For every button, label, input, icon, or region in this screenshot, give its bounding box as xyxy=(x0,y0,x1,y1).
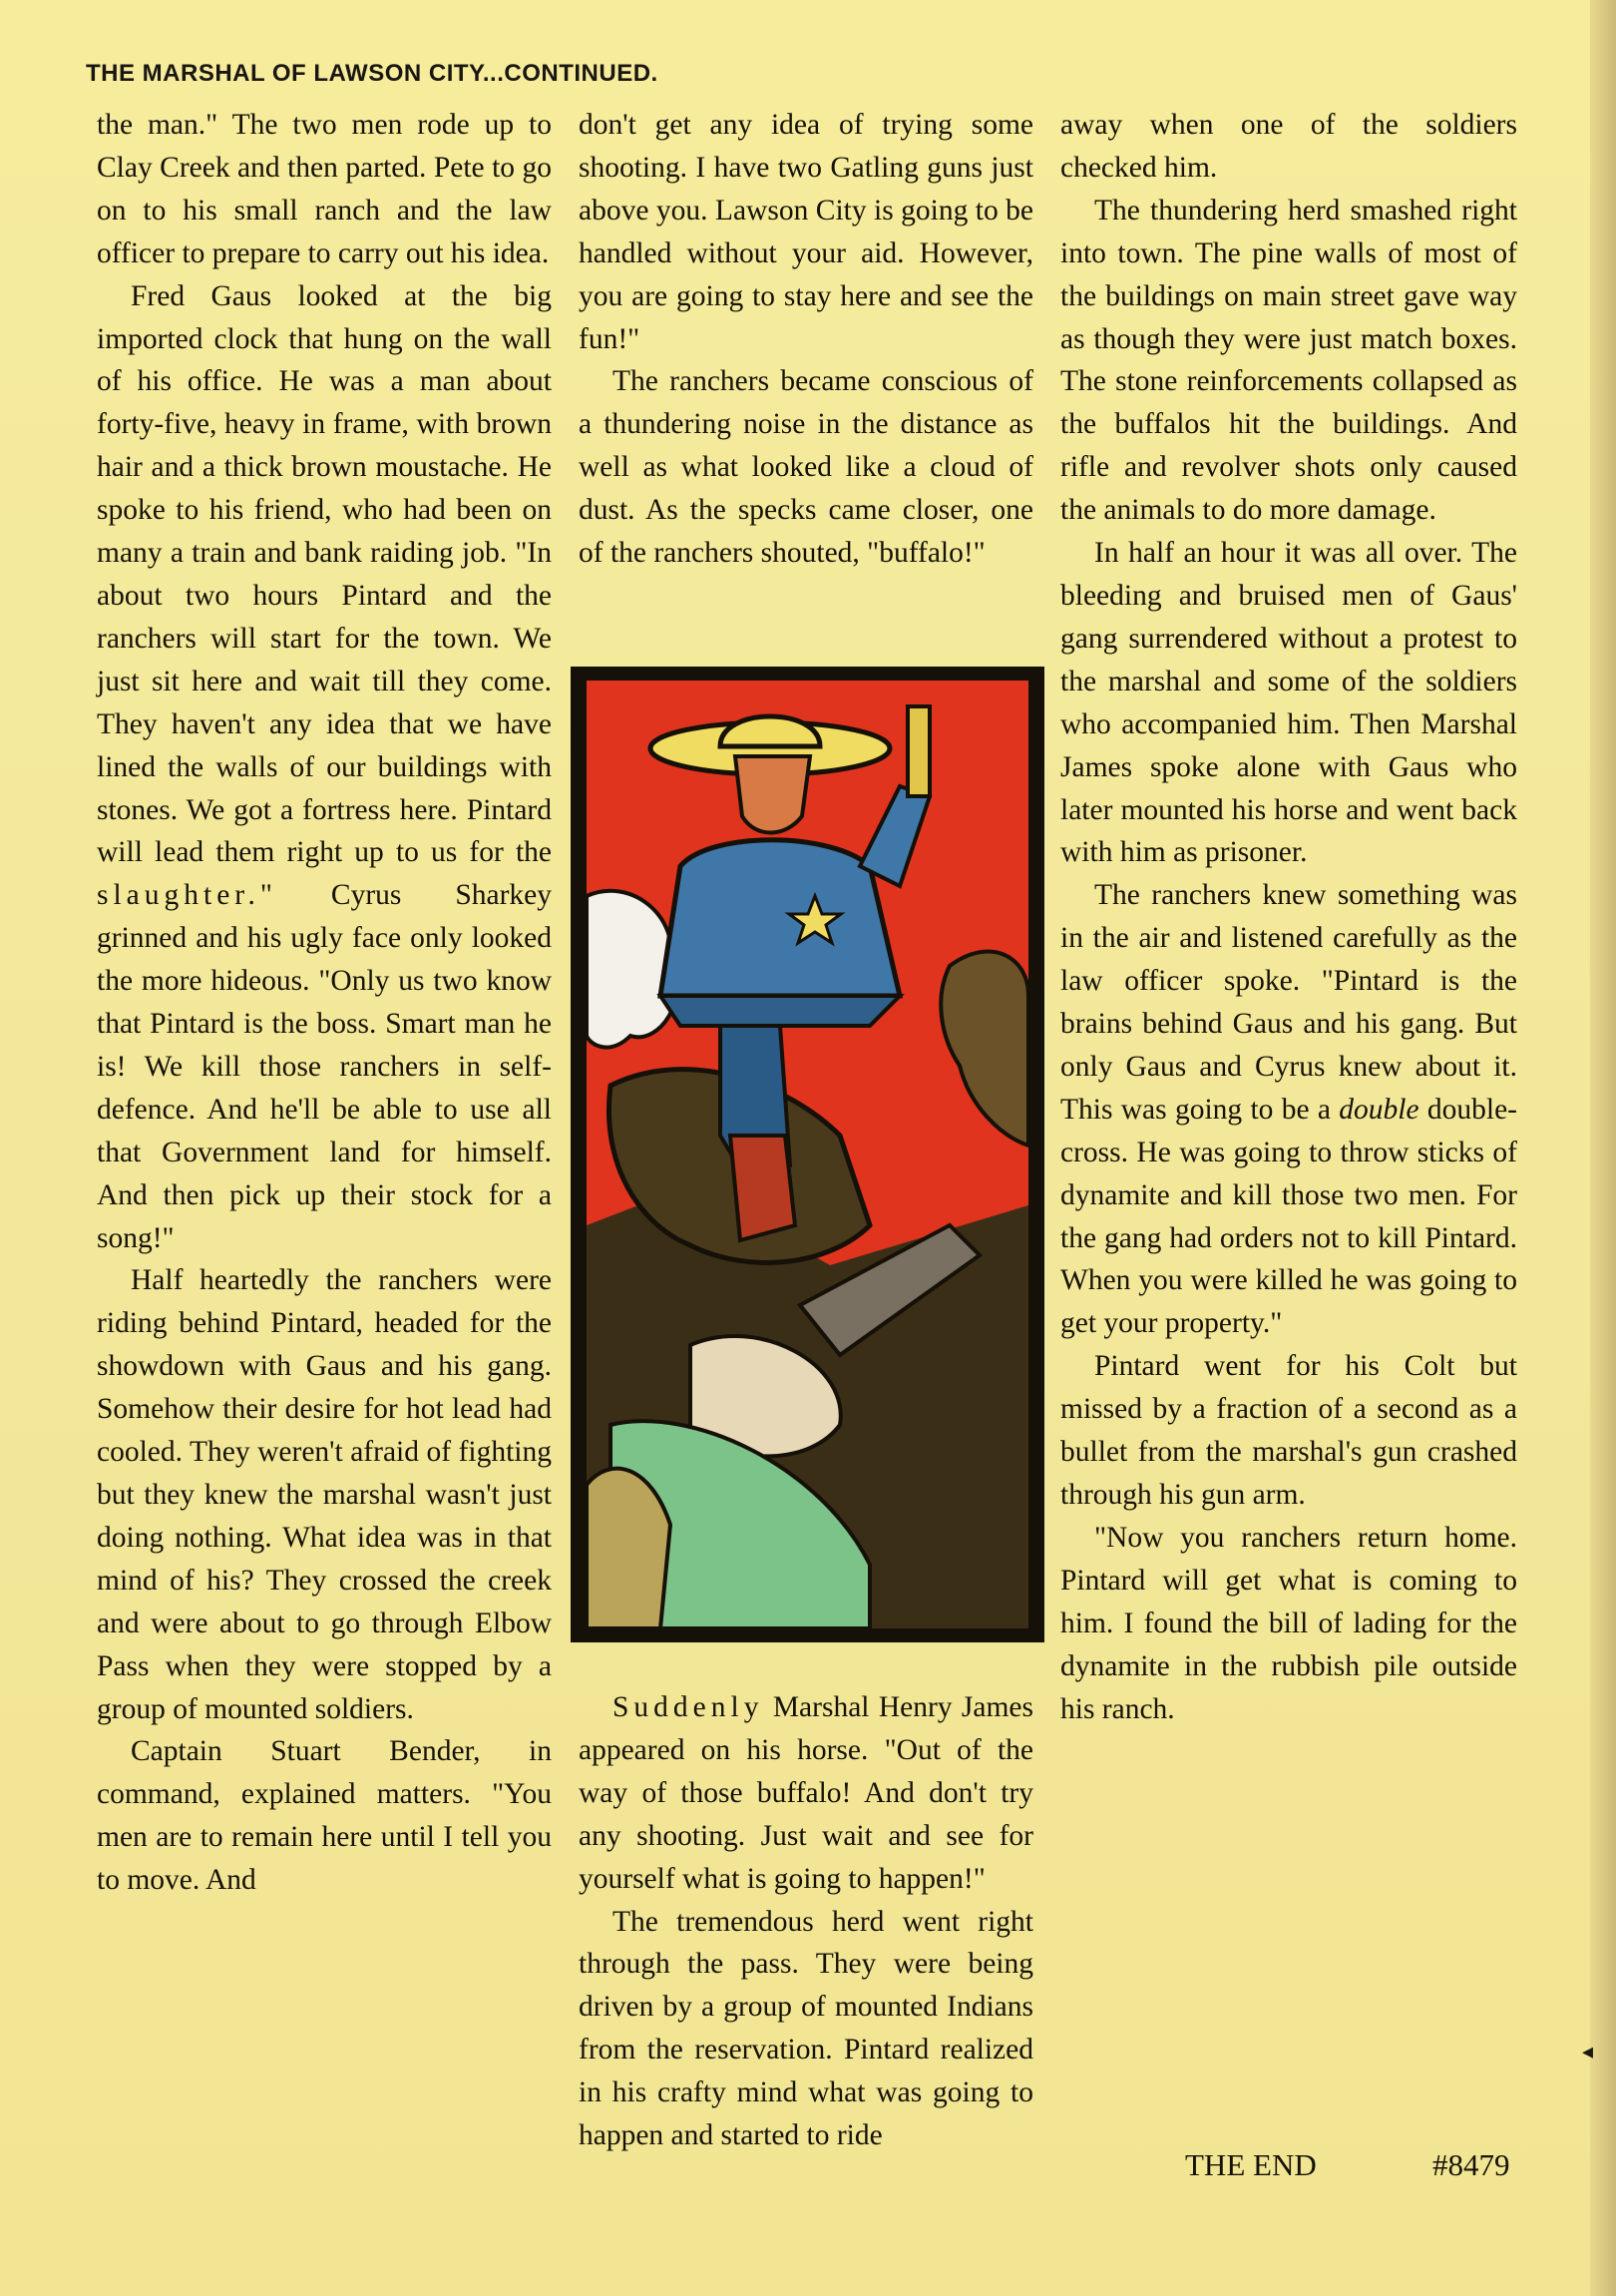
text-run: Marshal Henry James appeared on his horse. "Out of the way of those buffalo! And don't try any shooting. Just wait and see for yourself what is going to happen!" xyxy=(579,1691,1034,1895)
spaced-word: slaughter." xyxy=(97,879,277,912)
end-label: THE END xyxy=(1185,2147,1317,2182)
paragraph: the man." The two men rode up to Clay Creek and then parted. Pete to go on to his small ranch and the law officer to prepare to carry out his idea. xyxy=(97,109,552,269)
text-column-2-bottom xyxy=(579,1686,1033,2157)
paragraph: The tremendous herd went right through the pass. They were being driven by a group of mounted Indians from the reservation. Pintard realized in his crafty mind what was going to happen and started to ride xyxy=(579,1905,1033,2152)
edge-mark: ◂ xyxy=(1582,2039,1594,2064)
paragraph: The ranchers became conscious of a thundering noise in the distance as well as what looked like a cloud of dust. As the specks came closer, one of the ranchers shouted, "buffalo!" xyxy=(579,365,1033,570)
story-code: #8479 xyxy=(1432,2147,1510,2182)
paragraph xyxy=(579,1686,1033,1901)
text-run: Fred Gaus looked at the big imported clock that hung on the wall of his office. He was a man about forty-five, heavy in frame, with brown hair and a thick brown moustache. He spoke to his friend, who had been on many a train and bank raiding job. "In about two hours Pintard and the ranchers will start for the town. We just sit here and wait till they come. They haven't any idea that we have lined the walls of our buildings with stones. We got a fortress here. Pintard will lead them right up to us for the xyxy=(97,279,552,869)
paragraph: away when one of the soldiers checked him. xyxy=(1060,109,1517,184)
paragraph: The thundering herd smashed right into town. The pine walls of most of the buildings on main street gave way as though they were just match boxes. The stone reinforcements collapsed as the buffalos hit the buildings. And rifle and revolver shots only caused the animals to do more damage. xyxy=(1060,194,1517,527)
text-run: double-cross. He was going to throw sticks of dynamite and kill those two men. For the gang had orders not to kill Pintard. When you were killed he was going to get your property." xyxy=(1060,1093,1518,1340)
text-column-3 xyxy=(1060,104,1517,1730)
paragraph: Half heartedly the ranchers were riding behind Pintard, headed for the showdown with Gaus and his gang. Somehow their desire for hot lead had cooled. They weren't afraid of fighting but they knew the marshal wasn't just doing nothing. What idea was in that mind of his? They crossed the creek and were about to go through Elbow Pass when they were stopped by a group of mounted soldiers. xyxy=(97,1264,552,1725)
paragraph: In half an hour it was all over. The bleeding and bruised men of Gaus' gang surrendered without a protest to the marshal and some of the soldiers who accompanied him. Then Marshal James spoke alone with Gaus who later mounted his horse and went back with him as prisoner. xyxy=(1060,537,1517,869)
paragraph xyxy=(1060,874,1517,1345)
illustration-panel xyxy=(571,667,1044,1642)
paragraph: "Now you ranchers return home. Pintard will get what is coming to him. I found the bill of lading for the dynamite in the rubbish pile outside his ranch. xyxy=(1060,1521,1517,1725)
paragraph: Pintard went for his Colt but missed by a fraction of a second as a bullet from the marshal's gun crashed through his gun arm. xyxy=(1060,1350,1517,1511)
emphasis: double xyxy=(1339,1093,1419,1126)
text-column-1 xyxy=(97,104,552,1902)
text-run: Cyrus Sharkey grinned and his ugly face only looked the more hideous. "Only us two know that Pintard is the boss. Smart man he is! We kill those ranchers in self-defence. And he'll be able to use all that Government land for himself. And then pick up their stock for a song!" xyxy=(97,879,552,1254)
marshal-illustration xyxy=(571,667,1044,1642)
page-edge xyxy=(1590,0,1616,2296)
spaced-word: Suddenly xyxy=(612,1691,764,1723)
page-header: THE MARSHAL OF LAWSON CITY...CONTINUED. xyxy=(86,60,658,87)
paragraph: don't get any idea of trying some shooting. I have two Gatling guns just above you. Lawson City is going to be handled without your aid. However, you are going to stay here and see the fun!" xyxy=(579,109,1033,355)
paragraph xyxy=(97,275,552,1260)
text-run: The ranchers knew something was in the air and listened carefully as the law officer spoke. "Pintard is the brains behind Gaus and his gang. But only Gaus and Cyrus knew about it. This was going to be a xyxy=(1060,879,1517,1126)
paragraph: Captain Stuart Bender, in command, explained matters. "You men are to remain here until I tell you to move. And xyxy=(97,1735,552,1897)
text-column-2-top xyxy=(579,104,1033,575)
